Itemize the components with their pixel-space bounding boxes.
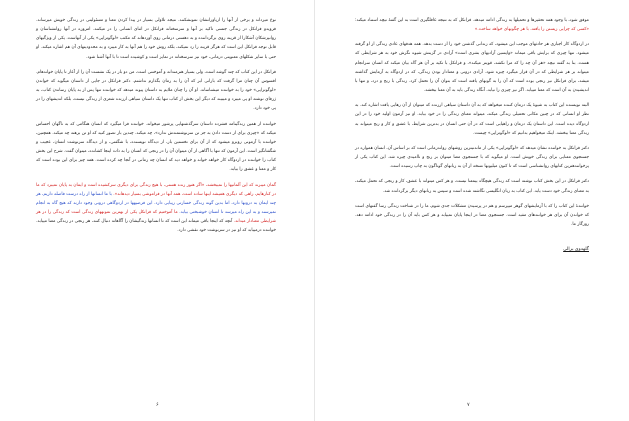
left-paragraph-4-tail: آنچه که اینجا باقی میماند این است که تا انسانها زندگیشان را آگاهانه دنبال کنند، هر رنجی در زندگی معنا مییابد. خواننده درمییابد که او نیز در سرنوشت خود نقشی دارد. xyxy=(36,219,276,234)
right-paragraph-5: دکتر فرانکل در این بخش کتاب نوشته است که زندگی هیچگاه بیمعنا نیست، و هر کس میتواند با عشق، کار و رنجی که تحمل میکند، به معنای زندگی خود دست یابد. این کتاب به زبان انگلیسی نگاشته شده است و سپس به زبانهای دیگر برگردانده شد. xyxy=(355,179,589,194)
right-paragraph-3: البته نویسنده این کتاب به شیوهٔ یک درمان کننده میخواهد که به آن داستان سیاهی ارزنده که میتوان از آن رهایی یافت اشاره کند. به نظر او انسانی که در چنین مکانی تحمیلی زندگی میکند، میتواند معنای زندگی را در خود بیابد. او نیز آزمون اولیه خود را در این اردوگاه دیده است. این داستان یک درمان و راهیابی است که در آن حتی انسان در بدترین شرایط، با عشق و کار و رنج میتواند به زندگی معنا ببخشد. اینک میخواهیم بدانیم که «لوگوتراپی» چیست. xyxy=(355,103,589,136)
translator-signature: گلهدوی برالی xyxy=(563,247,589,253)
page-number-right: ۷ xyxy=(467,402,470,408)
left-paragraph-1: نوع میرداند و برخی از آنها را ازیاورانشان نمونشکنند. نتیجه تلاولی بسیار در پیدا کردن معنا و مسئولیتی در زندگی خویش میرساند. فرویدو فرانکل در زندگی جنسی تاکید بر آنها و سرسختانه فرانکل در اثنای انسانی را در میکنند. امروزه در آنها روانشناسان و روانپزشکان آشکارا از قرینه روی برگرداننده و به دهستی درمانی روی آوردهاند که مکتب «لوگوتراپی» یکی از آنهاست. یکی از ویژگیهای قابل توجه فرانکل این است که هرگز قرینه را رد نمیکند، بلکه روش خود را هم آنها به کار میبرد و به محدودیتهای آن هم اشاره میکند. او حتی با سایر شکلهای معنویتی درمانی، خود نیز سرسختانه در تمایز است و کوشیده است تا با آنها آشنا شود. xyxy=(36,18,276,60)
right-page xyxy=(315,0,629,421)
left-paragraph-2: فرانکل در این کتاب که چند گوشه است، ولی بسیار هنرمندانه و آموختنی است، من دو بار در یک نشست آن را از آغاز تا پایان خواندهام. افسوس آن چنان مرا گرفت که بارانی ابر که آن را به رمان بگذارم نداشتم. دکتر فرانکل در جایی از داستان میگوید که خواندن «لوگوتراپی» خود را به خواننده میشناساند. او آن را چنان ملایم به داستان پیوند میدهد که خواننده تنها پس از به پایان رساندن کتاب، به ژرفای نوشته او پی میبرد و میبیند که دیگر این بخش از کتاب تنها یک داستان سیاهی ارزنده شعری از زندگی نیست، بلکه اندیشهای را در پی خود دارد. xyxy=(36,69,276,112)
left-paragraph-3: خواننده از همین زندگینامه فشرده داستان سرگذشتهایی پرشور میخواند. خواننده فرا میگیرد که انسان هنگامی که به ناگهان احساس میکند که «چیزی برای از دست دادن به جز تن سرنوشتمندش ندارد»، چه میکند. چندین بار تصور کنید که او تن برهنه چه میکند. همچنین، خواننده با آزمونی روبرو میشود که از آن برای نخستین بار، از دیدگاه نویسنده، با شگفتی، و از دیدگاه سرنوشت انسان، عجیب و شگفتانگیز است. این آزمون که تنها با آگاهی از آن میتوان آن را در رنجی که انسان را به ذات اینجا کشانده، میتوان گفت. شرح این بخش کتاب را خواننده در اردوگاه کار خواهد خواند و خواهد دید که انسان چه زمانی در آنجا چه کرده است. همه چیز برای این بوده است که کار و معنا و عشق را بیابد. xyxy=(36,121,276,173)
left-paragraph-4 xyxy=(36,181,276,236)
right-paragraph-2: در اردوگاه کار اجباری هر حادثهای موجب این میشود، که زندانی گذشتن خود را از دست بدهد. همه هدفهای عادی زندگی از او گرفته میشود. تنها چیزی که برایش باقی میماند «واپسین آزادیهای بشری است» آزادی در گزینش شیوه نگرش خود به هر شرایطی که هست. بنا به گفته نیچه «هر آن چه را که مرا نکشد، قویتر میکند»، و فرانکل با تکیه بر آن هر گاه بیان میکند که انسان سرانجام میتواند بر هر شرایطی که در آن قرار میگیرد چیره شود. آزادی درونی و معنادار بودن زندگی، که در اردوگاه به آزمایش گذاشته میشد، برای فرانکل نیز رنجی بوده است که آن را به گونهای یافته است که بتوان آن را تحمل کرد. زندگی با رنج و درد، و تنها با اندیشیدن به آن است که معنا مییابد. اگر نیز چیزی را نیابد، آنگاه زندگی باید به آن معنا ببخشد. xyxy=(355,42,589,94)
nietzsche-quote: «کسی که چرایی زیستن را یافته، با هر چگونهای خواهد ساخت.» xyxy=(474,27,589,33)
right-paragraph-1 xyxy=(355,16,589,34)
left-blue-highlight: با ما انسانها از راه درست فاصله داریم، هر چند ایمان به درونها دارد، اما بدین گونه زندگی خسارتی زیبایی دارد. این فرضیهها در اردوگاهی درونی وجود دارند که هیچ گاه به انجام نمیرسند و به این راه میرسد تا انسان خوشبختی بیابد. xyxy=(36,191,277,215)
left-red-highlight-2: ما آموختیم که فرانکل یکی از بهترین نمونههای زندگی است که زندگی را در هر شرایطی معنادار میداند. xyxy=(36,209,276,225)
right-paragraph-6-tail: روزگار ما. xyxy=(571,221,589,227)
right-paragraph-4: دکتر فرانکل به خواننده نشان میدهد که «لوگوتراپی» یکی از ماندنیترین روشهای رواندرمانی است که بر اساس آن، انسان همواره در جستجوی معنایی برای زندگی خویش است. او میگوید که با جستجوی معنا میتوان بر رنج و ناامیدی چیره شد. این کتاب یکی از پرخوانندهترین کتابهای روانشناسی است که تا کنون میلیونها نسخه از آن به زبانهای گوناگون به چاپ رسیده است. xyxy=(355,145,589,170)
right-paragraph-1-lead: موفق شود، با وجود همه تحقیرها و تحمیلها به زندگی ادامه میدهد. فرانکل که به نتیجه غافلگیری است به این گفتهٔ نیچه استناد میکند: xyxy=(355,18,589,23)
right-paragraph-6-lead: خوانندهٔ این کتاب را که با آزمایشهای گوهر میپرسم و هم در پرسیدن مشکلات جدی شوم، ما را در شناخت زندگی رسا گفتهای است که خواندن آن برای هر خوانندهای مفید است. جستجوی معنا در اینجا پایان نمییابد و هر کس باید آن را در زندگی خود ادامه دهد. xyxy=(355,203,589,218)
left-red-highlight-1: گمان میبرند که این آلمانیها را نمیبخشد، «اگر هنوز زنده هستی، با هیچ زندگی برای دیگری سرکشیده است و ایمان به پایان نمیبرد که ما در کنارهایم، راهی که دیگری همیشه اینها ساده است، همه آنها در فراموشی بسیار دیدهاند». xyxy=(36,182,276,197)
page-number-left: ۶ xyxy=(156,402,159,408)
left-page xyxy=(0,0,314,421)
right-paragraph-6 xyxy=(355,202,589,229)
